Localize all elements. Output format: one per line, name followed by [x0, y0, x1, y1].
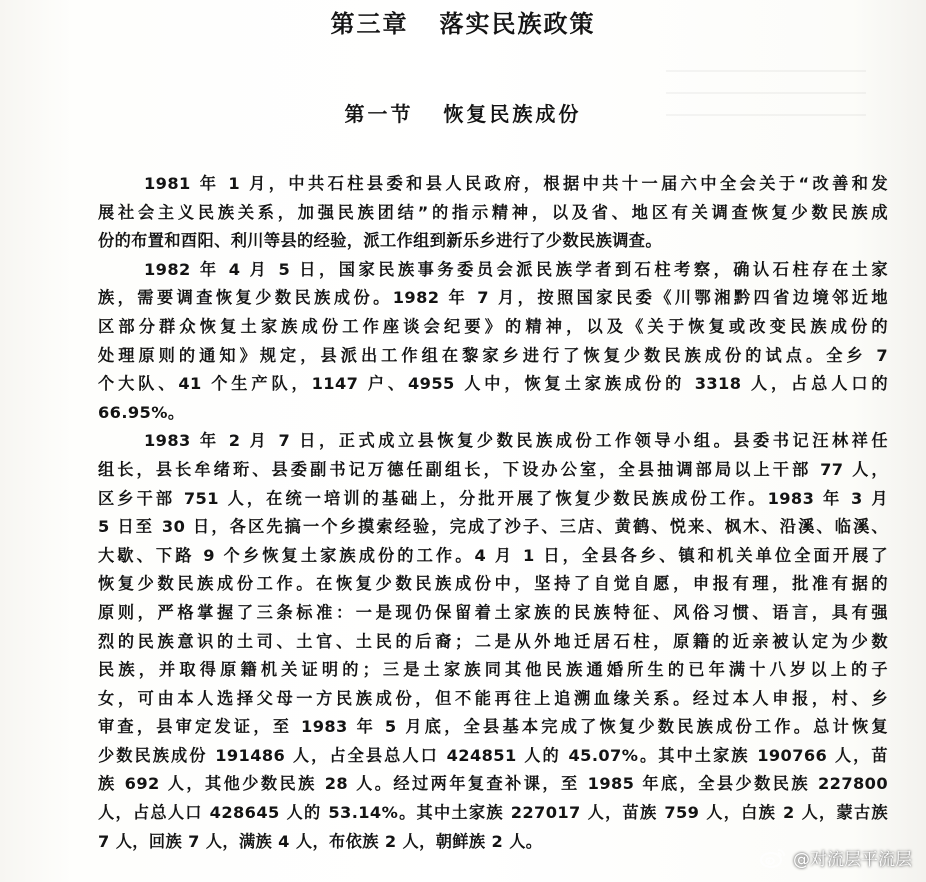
text-line: 5 日至 30 日，各区先搞一个乡摸索经验，完成了沙子、三店、黄鹤、悦来、枫木、沿溪、临溪、 [98, 517, 888, 537]
text-line: 人，占总人口 428645 人的 53.14%。其中土家族 227017 人，苗族 759 人，白族 2 人，蒙古族 [98, 803, 888, 823]
text-line: 民族，并取得原籍机关证明的；三是土家族同其他民族通婚所生的已年满十八岁以上的子 [98, 660, 888, 680]
text-line: 1982 年 4 月 5 日，国家民族事务委员会派民族学者到石柱考察，确认石柱存在土家 [144, 259, 888, 279]
text-line: 处理原则的通知》规定，县派出工作组在黎家乡进行了恢复少数民族成份的试点。全乡 7 [98, 345, 888, 365]
text-line: 区部分群众恢复土家族成份工作座谈会纪要》的精神，以及《关于恢复或改变民族成份的 [98, 316, 888, 336]
text-line: 7 人，回族 7 人，满族 4 人，布依族 2 人，朝鲜族 2 人。 [98, 831, 543, 851]
text-line: 审查，县审定发证，至 1983 年 5 月底，全县基本完成了恢复少数民族成份工作。总计恢复 [98, 717, 888, 737]
text-line: 女，可由本人选择父母一方民族成份，但不能再往上追溯血缘关系。经过本人申报，村、乡 [98, 688, 888, 708]
text-line: 组长，县长牟绪珩、县委副书记万德任副组长，下设办公室，全县抽调部局以上干部 77 人， [98, 459, 888, 479]
text-line: 族 692 人，其他少数民族 28 人。经过两年复查补课，至 1985 年底，全县少数民族 227800 [98, 774, 888, 794]
watermark-text: @对流层平流层 [793, 850, 912, 870]
text-line: 少数民族成份 191486 人，占全县总人口 424851 人的 45.07%。其中土家族 190766 人，苗 [98, 745, 888, 765]
weibo-icon [759, 847, 787, 869]
text-line: 66.95%。 [98, 402, 185, 422]
body-text [98, 170, 888, 856]
chapter-title: 第三章 落实民族政策 [330, 10, 596, 38]
text-line: 份的布置和酉阳、利川等县的经验，派工作组到新乐乡进行了少数民族调查。 [98, 231, 662, 251]
text-line: 1981 年 1 月，中共石柱县委和县人民政府，根据中共十一届六中全会关于“改善和发 [144, 174, 888, 193]
text-line: 展社会主义民族关系，加强民族团结”的指示精神，以及省、地区有关调查恢复少数民族成 [98, 202, 888, 222]
text-line: 烈的民族意识的土司、土官、土民的后裔；二是从外地迁居石柱，原籍的近亲被认定为少数 [98, 631, 888, 651]
text-line: 1983 年 2 月 7 日，正式成立县恢复少数民族成份工作领导小组。县委书记汪林祥任 [144, 431, 888, 451]
text-line: 区乡干部 751 人，在统一培训的基础上，分批开展了恢复少数民族成份工作。1983 年 3 月 [98, 488, 888, 508]
text-line: 大歇、下路 9 个乡恢复土家族成份的工作。4 月 1 日，全县各乡、镇和机关单位全面开展了 [98, 545, 888, 565]
text-line: 恢复少数民族成份工作。在恢复少数民族成份中，坚持了自觉自愿，申报有理，批准有据的 [98, 574, 888, 594]
text-line: 族，需要调查恢复少数民族成份。1982 年 7 月，按照国家民委《川鄂湘黔四省边境邻近地 [98, 288, 888, 308]
section-title: 第一节 恢复民族成份 [344, 102, 582, 126]
text-line: 个大队、41 个生产队，1147 户、4955 人中，恢复土家族成份的 3318 人，占总人口的 [98, 374, 888, 394]
watermark [759, 845, 912, 870]
text-line: 原则，严格掌握了三条标准：一是现仍保留着土家族的民族特征、风俗习惯、语言，具有强 [98, 602, 888, 622]
